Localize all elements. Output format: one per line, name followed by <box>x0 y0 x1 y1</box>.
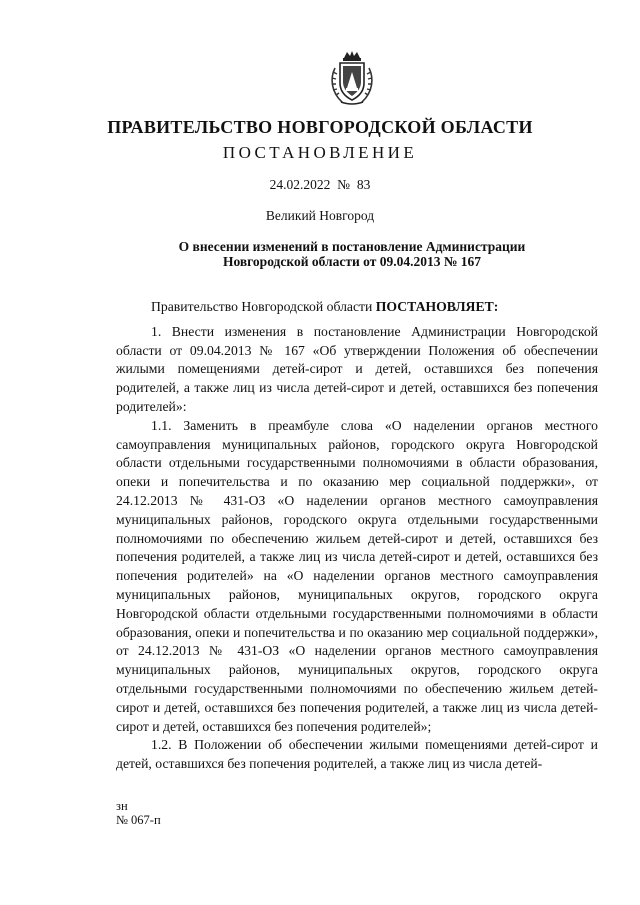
footer-initials: зн <box>116 799 128 813</box>
date-number-line <box>0 177 640 193</box>
subject-line-2: Новгородской области от 09.04.2013 № 167 <box>222 254 482 269</box>
paragraph-1-1: 1.1. Заменить в преамбуле слова «О наделении органов местного самоуправления муниципальных районов, городского округа Новгородской области отдельными государственными полномочиями в области образования, опеки и попечительства и по оказанию мер социальной поддержки», от 24.12.2013 № 431-ОЗ «О наделении органов местного самоуправления муниципальных районов, городского округа отдельными государственными полномочиями по обеспечению жильем детей-сирот и детей, оставшихся без попечения родителей, а также лиц из числа детей-сирот и детей, оставшихся без попечения родителей» на «О наделении органов местного самоуправления муниципальных районов, муниципальных округов, городского округа Новгородской области отдельными государственными полномочиями в области образования, опеки и попечительства и по оказанию мер социальной поддержки», от 24.12.2013 № 431-ОЗ «О наделении органов местного самоуправления муниципальных районов, муниципальных округов, городского округа отдельными государственными полномочиями по обеспечению жильем детей-сирот и детей, оставшихся без попечения родителей, а также лиц из числа детей-сирот и детей, оставшихся без попечения родителей»; <box>116 417 598 734</box>
footer-reg-number: № 067-п <box>116 813 161 827</box>
footer-registration <box>116 799 161 827</box>
paragraph-1: 1. Внести изменения в постановление Администрации Новгородской области от 09.04.2013 № 167 «Об утверждении Положения об обеспечении жилыми помещениями детей-сирот и детей, оставшихся без попечения родителей, а также лиц из числа детей-сирот и детей, оставшихся без попечения родителей»: <box>116 323 598 414</box>
document-number: 83 <box>356 177 371 192</box>
subject-line-1: О внесении изменений в постановление Администрации <box>178 239 526 254</box>
document-date: 24.02.2022 <box>269 177 331 192</box>
document-body <box>116 298 598 774</box>
document-subject <box>150 239 554 269</box>
lead-text: Правительство Новгородской области <box>151 299 376 314</box>
authority-title: ПРАВИТЕЛЬСТВО НОВГОРОДСКОЙ ОБЛАСТИ <box>107 117 533 137</box>
number-sign: № <box>337 177 351 192</box>
document-type: ПОСТАНОВЛЕНИЕ <box>222 143 418 162</box>
resolution-lead <box>116 298 598 317</box>
coat-of-arms-icon <box>327 50 377 106</box>
paragraph-1-2: 1.2. В Положении об обеспечении жилыми помещениями детей-сирот и детей, оставшихся без попечения родителей, а также лиц из числа детей- <box>116 737 598 772</box>
lead-bold: ПОСТАНОВЛЯЕТ: <box>375 299 499 314</box>
city: Великий Новгород <box>265 208 375 223</box>
